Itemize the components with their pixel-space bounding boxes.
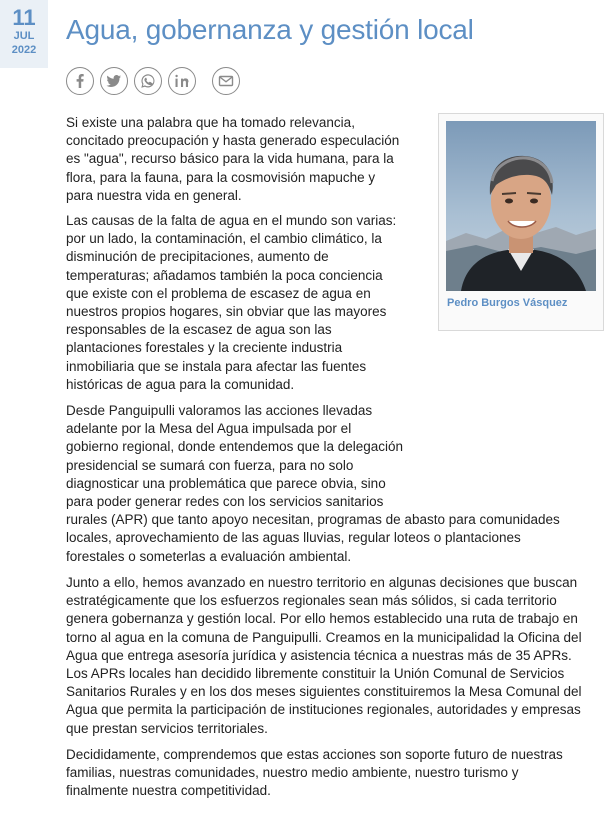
share-bar <box>66 67 240 95</box>
email-share-button[interactable] <box>212 67 240 95</box>
linkedin-share-button[interactable] <box>168 67 196 95</box>
author-card <box>438 113 604 331</box>
paragraph-2: Las causas de la falta de agua en el mundo son varias: por un lado, la contaminación, el cambio climático, la disminución de precipitaciones, aumento de temperaturas; añadamos también la poca conciencia que existe con el problema de escasez de agua en nuestros propios hogares, sin obviar que las mayores responsables de la escasez de agua son las plantaciones forestales y la creciente industria inmobiliaria que se instala para afectar las fuentes históricas de agua para la comunidad. <box>66 213 397 392</box>
paragraph-3: Desde Panguipulli valoramos las acciones llevadas adelante por la Mesa del Agua impulsada por el gobierno regional, donde entendemos que la delegación presidencial se sumará con fuerza, para no solo diagnosticar una problemática que parece obvia, sino para poder generar redes con los servicios sanitarios rurales (APR) que tanto apoyo necesitan, programas de abasto para comunidades locales, aprovechamiento de las aguas lluvias, regular loteos o plantaciones forestales o someterlas a evaluación ambiental. <box>66 403 560 564</box>
twitter-share-button[interactable] <box>100 67 128 95</box>
email-icon <box>218 73 234 89</box>
linkedin-icon <box>174 73 190 89</box>
paragraph-4: Junto a ello, hemos avanzado en nuestro territorio en algunas decisiones que buscan estratégicamente que los esfuerzos regionales sean más sólidos, si cada territorio genera gobernanza y gestión local. Por ello hemos establecido una ruta de trabajo en torno al agua en la comuna de Panguipulli. Creamos en la municipalidad la Oficina del Agua que entrega asesoría jurídica y asistencia técnica a nuestras más de 35 APRs. Los APRs locales han decidido libremente constituir la Unión Comunal de Servicios Sanitarios Rurales y en los dos meses siguientes constituiremos la Mesa Comunal del Agua que permita la participación de instituciones regionales, autoridades y empresas que prestan servicios territoriales. <box>66 575 582 736</box>
date-badge <box>0 0 48 68</box>
facebook-share-button[interactable] <box>66 67 94 95</box>
facebook-icon <box>72 73 88 89</box>
share-spacer <box>202 67 206 95</box>
article-title: Agua, gobernanza y gestión local <box>66 14 474 45</box>
whatsapp-share-button[interactable] <box>134 67 162 95</box>
paragraph-1: Si existe una palabra que ha tomado relevancia, concitado preocupación y hasta generado especulación es "agua", recurso básico para la vida humana, para la flora, para la fauna, para la cosmovisión mapuche y para nuestra vida en general. <box>66 115 400 203</box>
twitter-icon <box>106 73 122 89</box>
date-year: 2022 <box>11 44 37 56</box>
paragraph-5: Decididamente, comprendemos que estas acciones son soporte futuro de nuestras familias, nuestras comunidades, nuestro medio ambiente, nuestro turismo y finalmente nuestra competitividad. <box>66 747 563 799</box>
date-day: 11 <box>12 5 36 30</box>
whatsapp-icon <box>140 73 156 89</box>
author-photo <box>446 121 596 291</box>
author-name: Pedro Burgos Vásquez <box>447 297 568 309</box>
date-month: JUL <box>13 30 35 42</box>
